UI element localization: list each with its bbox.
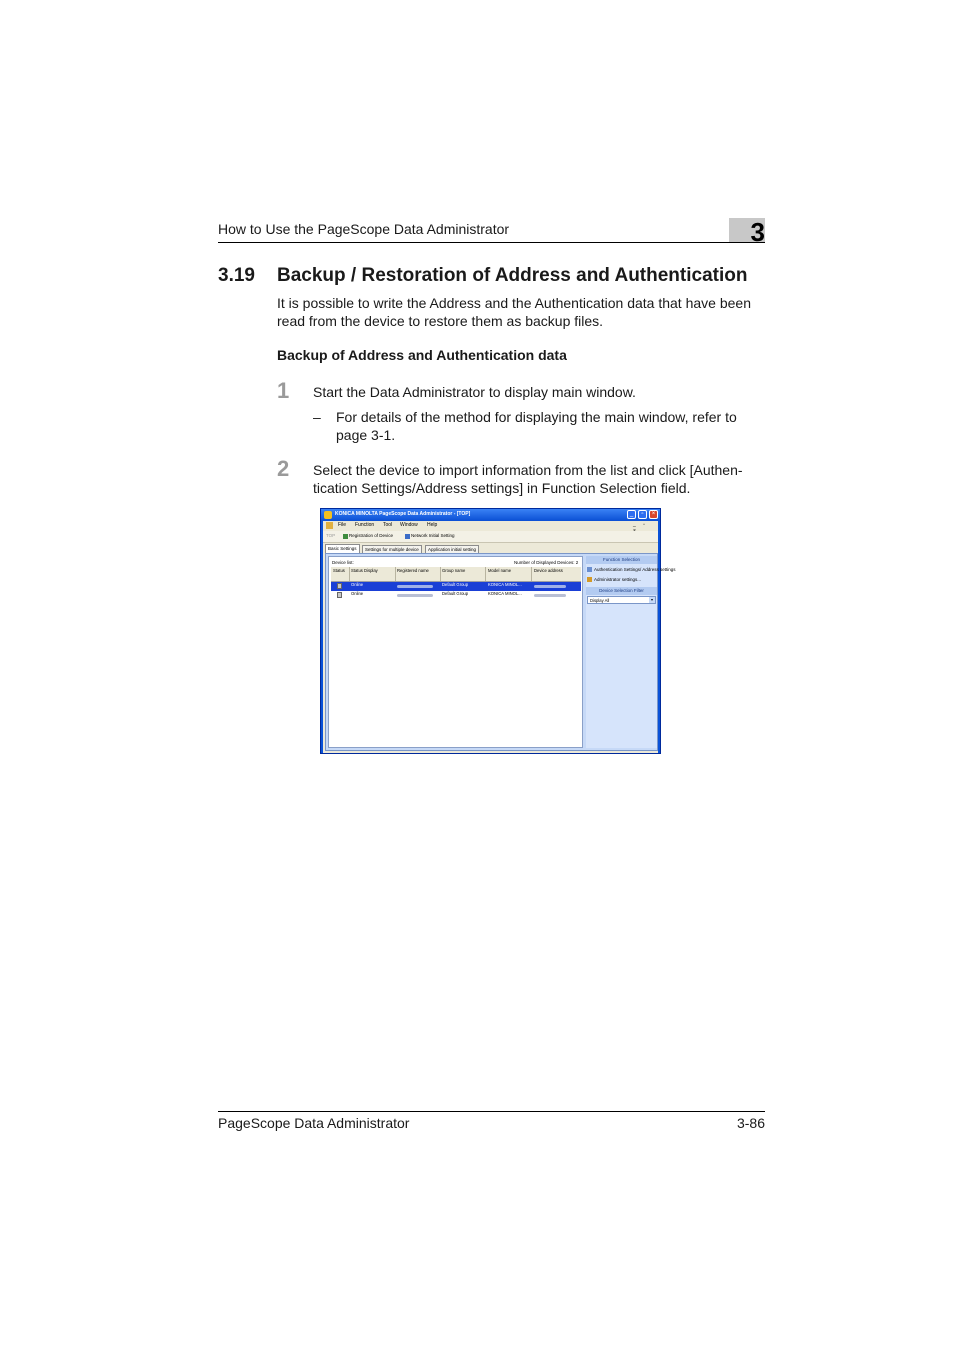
column-header[interactable]: Registered name bbox=[397, 568, 429, 573]
step-subnote: For details of the method for displaying the main window, refer to page 3-1. bbox=[336, 409, 737, 443]
group-name-cell: Default Group bbox=[442, 582, 469, 587]
toolbar bbox=[323, 531, 658, 543]
column-header[interactable]: Status Display bbox=[351, 568, 378, 573]
column-header[interactable]: Device address bbox=[534, 568, 563, 573]
window-title: KONICA MINOLTA PageScope Data Administrator - [TOP] bbox=[335, 511, 471, 517]
step-text: Start the Data Administrator to display main window. bbox=[313, 384, 636, 400]
chevron-down-icon[interactable]: ▾ bbox=[650, 597, 653, 602]
administrator-settings-link[interactable]: Administrator settings... bbox=[594, 577, 642, 582]
column-header[interactable]: Model name bbox=[488, 568, 512, 573]
function-selection-pane bbox=[586, 556, 676, 748]
window-client bbox=[323, 521, 676, 753]
column-divider bbox=[349, 567, 350, 581]
column-header[interactable]: Status bbox=[333, 568, 345, 573]
tab-basic-settings[interactable]: Basic Settings bbox=[325, 544, 360, 553]
authentication-icon bbox=[587, 567, 592, 572]
table-row[interactable] bbox=[331, 582, 581, 591]
app-icon bbox=[324, 511, 332, 519]
column-divider bbox=[395, 567, 396, 581]
registered-name-cell bbox=[397, 594, 433, 597]
window-titlebar bbox=[321, 509, 660, 521]
chapter-number: 3 bbox=[750, 217, 765, 247]
administrator-icon bbox=[587, 577, 592, 582]
step-number: 2 bbox=[277, 456, 290, 481]
page-number: 3-86 bbox=[736, 1115, 765, 1131]
registration-of-device-button[interactable]: Registration of Device bbox=[349, 533, 394, 538]
menu-function[interactable]: Function bbox=[355, 522, 375, 528]
function-selection-header: Function Selection bbox=[586, 556, 657, 564]
app-window-screenshot bbox=[320, 508, 676, 754]
top-button[interactable]: TOP bbox=[326, 533, 336, 538]
step-number: 1 bbox=[277, 378, 290, 403]
section-title: Backup / Restoration of Address and Authentication bbox=[277, 265, 748, 286]
network-initial-setting-button[interactable]: Network Initial Setting bbox=[411, 533, 455, 538]
document-icon bbox=[326, 522, 333, 529]
table-row[interactable] bbox=[331, 591, 581, 600]
maximize-icon[interactable]: ▫ bbox=[638, 510, 647, 519]
table-header bbox=[331, 567, 581, 582]
device-list-label: Device list: bbox=[332, 560, 354, 565]
section-number: 3.19 bbox=[218, 265, 255, 286]
tab-strip bbox=[323, 543, 658, 553]
running-header-title: How to Use the PageScope Data Administrator bbox=[218, 221, 510, 237]
status-display-cell: Online bbox=[351, 582, 364, 587]
printer-icon bbox=[337, 592, 342, 598]
column-divider bbox=[485, 567, 486, 581]
device-filter-value: Display All bbox=[590, 598, 610, 603]
step-text: Select the device to import information from the list and click [Authen-tication Settings/Address settings] in Function Selection field. bbox=[313, 462, 743, 496]
intro-paragraph: It is possible to write the Address and the Authentication data that have been read from the device to restore them as backup files. bbox=[277, 295, 751, 329]
footer-rule bbox=[218, 1111, 765, 1112]
model-name-cell: KONICA MINOL... bbox=[488, 582, 522, 587]
model-name-cell: KONICA MINOL... bbox=[488, 591, 522, 596]
main-panel bbox=[325, 553, 676, 751]
device-count: Number of Displayed Devices: 2 bbox=[514, 560, 579, 565]
sub-heading: Backup of Address and Authentication data bbox=[277, 347, 567, 363]
close-icon[interactable]: × bbox=[649, 510, 658, 519]
menu-window[interactable]: Window bbox=[400, 522, 418, 528]
menu-file[interactable]: File bbox=[338, 522, 347, 528]
register-device-icon bbox=[343, 534, 348, 539]
device-filter-select[interactable] bbox=[587, 596, 656, 604]
printer-icon bbox=[337, 583, 342, 589]
device-address-cell bbox=[534, 585, 566, 588]
tab-application-initial-setting[interactable]: Application initial setting bbox=[425, 545, 479, 553]
column-divider bbox=[440, 567, 441, 581]
device-list-area bbox=[328, 556, 583, 748]
device-filter-header: Device Selection Filter bbox=[586, 587, 657, 595]
menu-help[interactable]: Help bbox=[427, 522, 438, 528]
mdi-controls[interactable]: _ ▫ bbox=[633, 522, 648, 528]
column-divider bbox=[531, 567, 532, 581]
footer-title: PageScope Data Administrator bbox=[218, 1115, 410, 1131]
tab-settings-multiple-device[interactable]: Settings for multiple device bbox=[362, 545, 422, 553]
authentication-settings-link[interactable]: Authentication Settings/ Address settings bbox=[594, 567, 676, 572]
status-display-cell: Online bbox=[351, 591, 364, 596]
registered-name-cell bbox=[397, 585, 433, 588]
menu-tool[interactable]: Tool bbox=[383, 522, 393, 528]
device-address-cell bbox=[534, 594, 566, 597]
menu-bar bbox=[323, 521, 658, 531]
minimize-icon[interactable]: _ bbox=[627, 510, 636, 519]
network-icon bbox=[405, 534, 410, 539]
column-header[interactable]: Group name bbox=[442, 568, 466, 573]
bullet-dash: – bbox=[313, 409, 321, 425]
group-name-cell: Default Group bbox=[442, 591, 469, 596]
header-rule bbox=[218, 242, 765, 243]
